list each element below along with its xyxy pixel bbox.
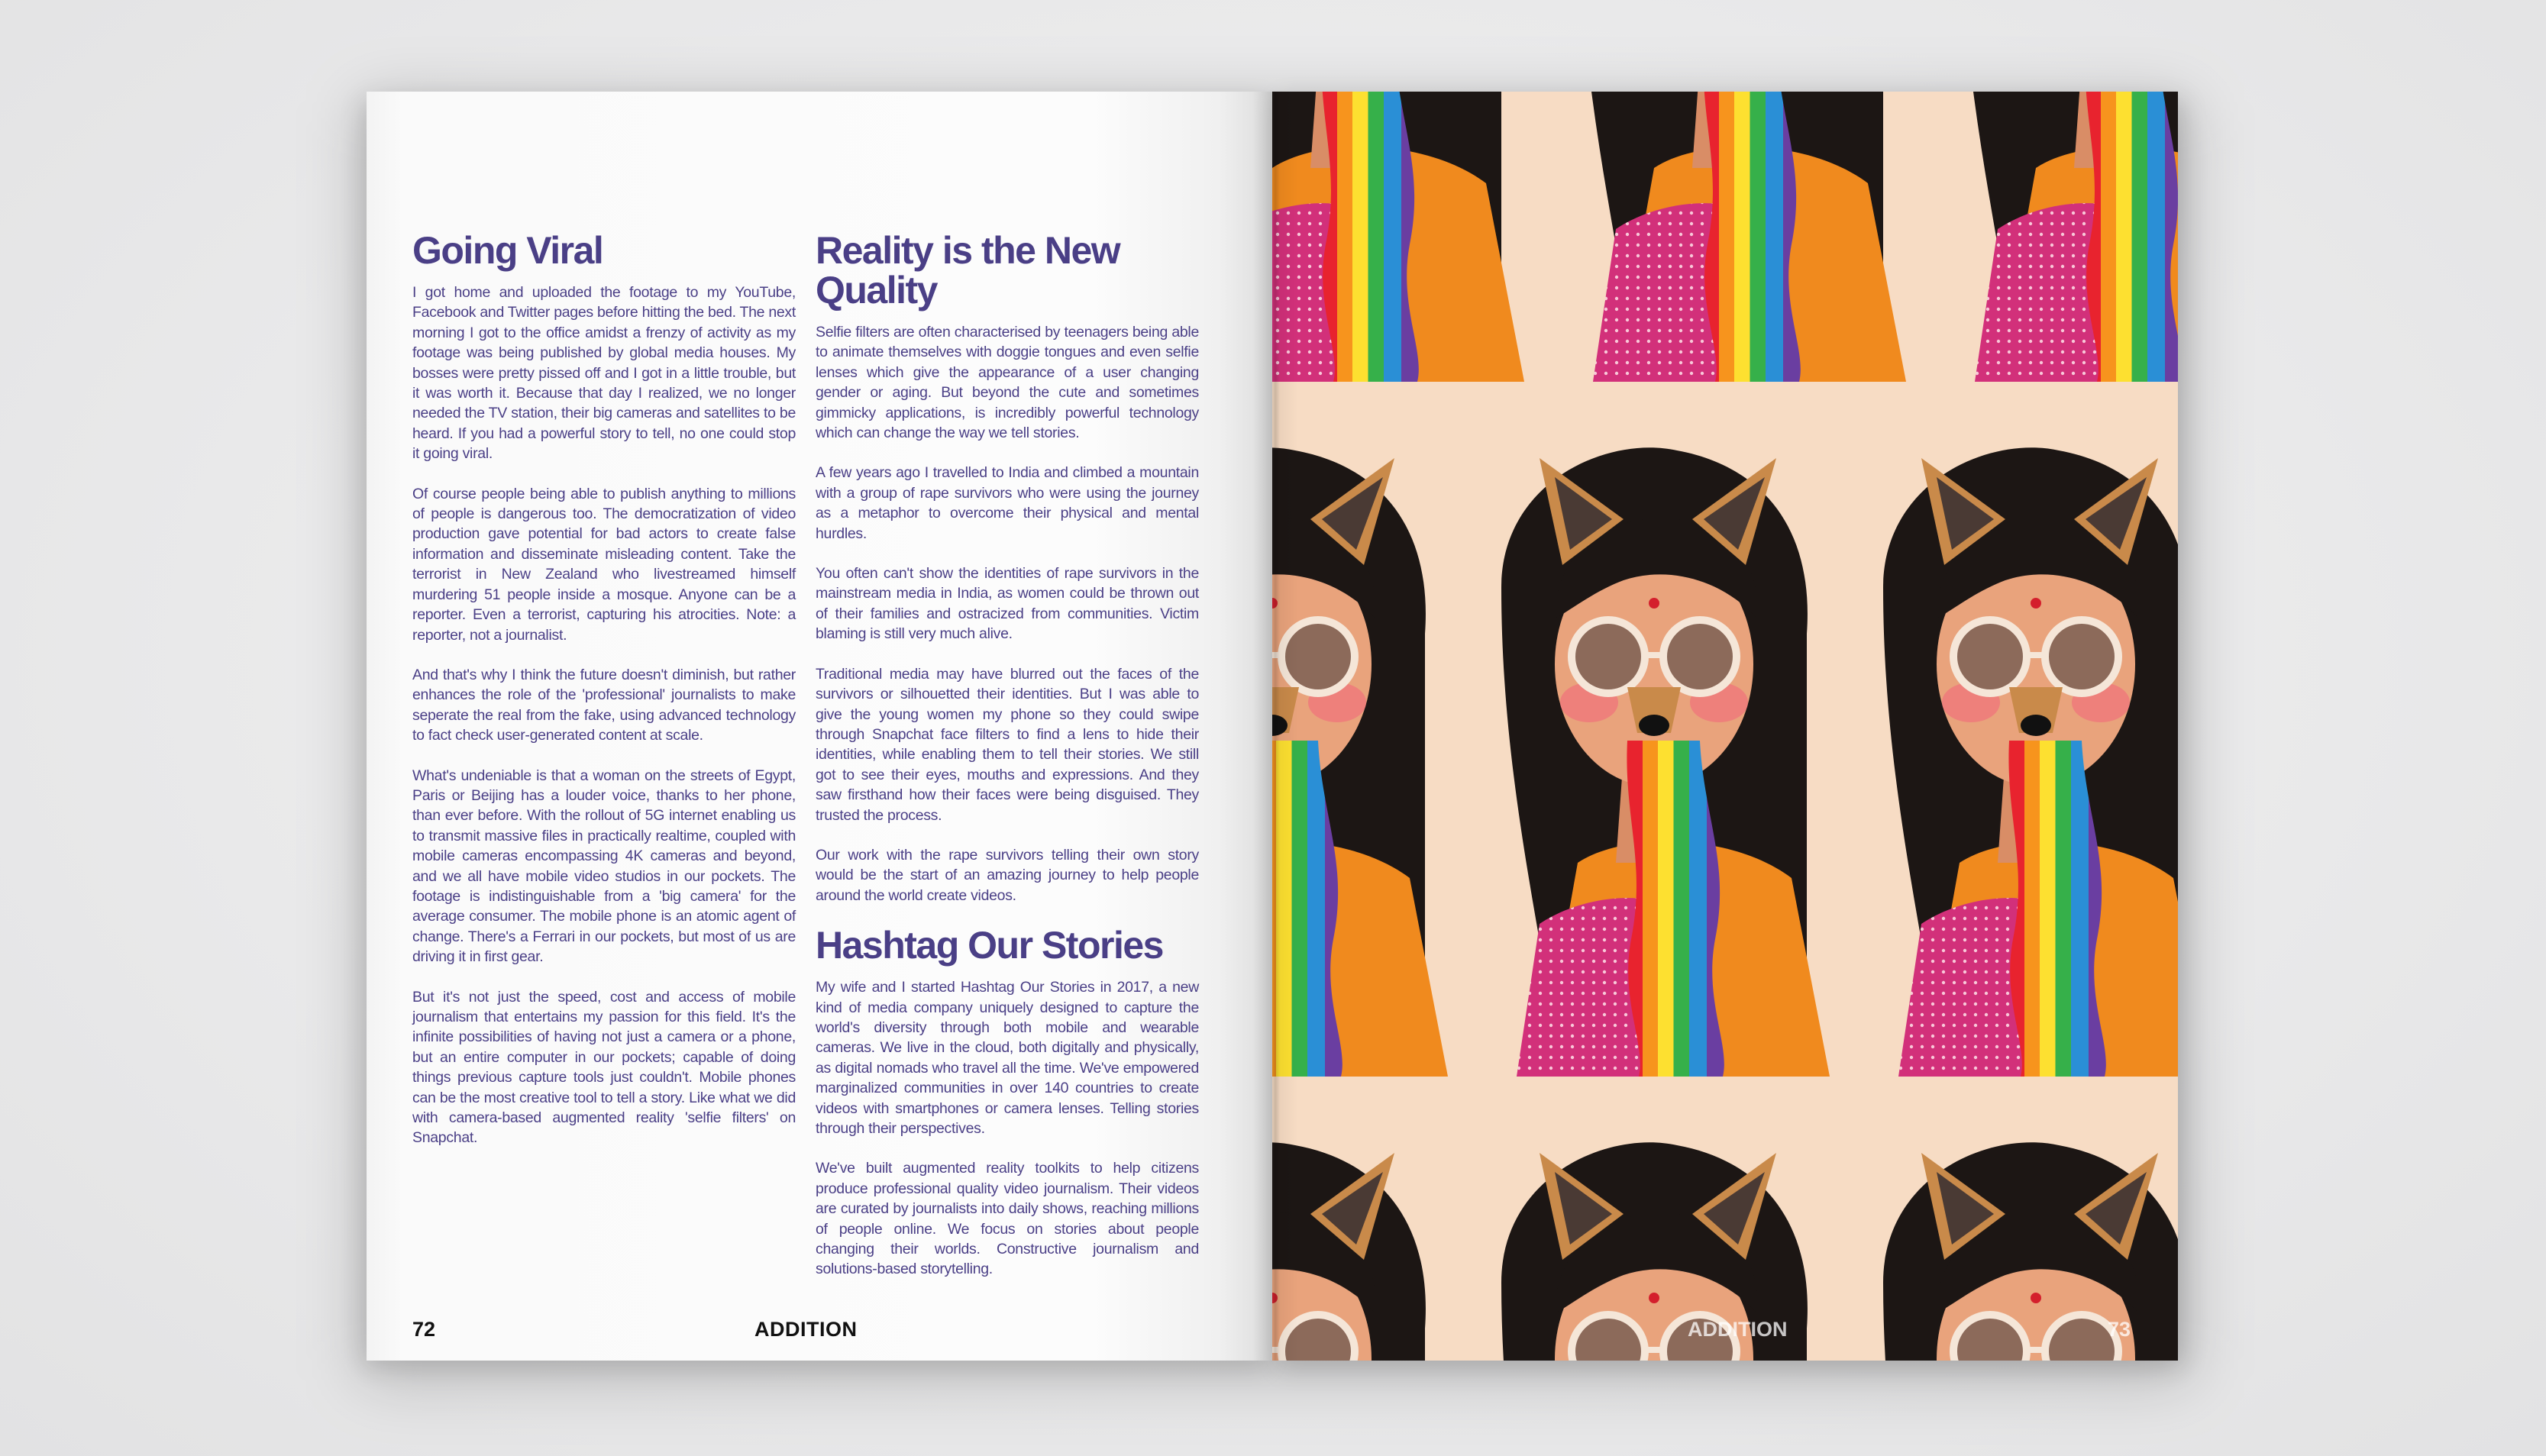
column-right [816,231,1199,1299]
heading-reality-quality: Reality is the New Quality [816,229,1120,312]
paragraph: But it's not just the speed, cost and access of mobile journalism that entertains my passion for this field. It's the infinite possibilities of having not just a camera or a phone, but an entire computer in our pockets; capable of doing things previous capture tools just couldn't. Mobile phones can be the most creative tool to tell a story. Like what we did with camera-based augmented reality 'selfie filters' on Snapchat. [412,988,796,1147]
paragraph: You often can't show the identities of rape survivors in the mainstream media in India, as women could be thrown out of their families and ostracized from communities. Victim blaming is still very much alive. [816,565,1199,643]
illustration-tile [1547,92,1929,382]
illustration-tile [1272,92,1547,382]
magazine-title-left: ADDITION [754,1318,858,1341]
heading-going-viral: Going Viral [412,229,603,272]
illustration-tile [1272,389,1471,1077]
paragraph: I got home and uploaded the footage to my YouTube, Facebook and Twitter pages before hitting the bed. The next morning I got to the office amidst a frenzy of activity as my footage was being published by global media houses. My bosses were pretty pissed off and I got in a little trouble, but it was worth it. Because that day I realized, we no longer needed the TV station, their big cameras and satellites to be heard. If you had a powerful story to tell, no one could stop it going viral. [412,284,796,463]
paragraph: Selfie filters are often characterised by teenagers being able to animate themselves with doggie tongues and even selfie lenses which give the appearance of a user changing gender or aging. But beyond the cute and sometimes gimmicky applications, is incredibly powerful technology which can change the way we tell stories. [816,324,1199,442]
paragraph: What's undeniable is that a woman on the streets of Egypt, Paris or Beijing has a louder voice, thanks to her phone, than ever before. With the rollout of 5G internet enabling us to transmit massive files in practically realtime, coupled with mobile cameras encompassing 4K cameras and beyond, and we all have mobile video studios in our pockets. The footage is indistinguishable from a 'big camera' for the average consumer. The mobile phone is an atomic agent of change. There's a Ferrari in our pockets, but most of us are driving it in first gear. [412,767,796,966]
illustration-tile [1471,1084,1853,1361]
illustration-tile [1929,92,2178,382]
paragraph: We've built augmented reality toolkits to help citizens produce professional quality video journalism. Their videos are curated by journalists into daily shows, reaching millions of people online. We focus on stories about people changing their worlds. Constructive journalism and solutions-based storytelling. [816,1160,1199,1278]
paragraph: My wife and I started Hashtag Our Stories in 2017, a new kind of media company uniquely designed to capture the world's diversity through both mobile and wearable cameras. We live in the cloud, both digitally and physically, as digital nomads who travel all the time. We've empowered marginalized communities in over 140 countries to create videos with smartphones or camera lenses. Telling stories through their perspectives. [816,979,1199,1137]
illustration-tile [1272,1084,1471,1361]
paragraph: Traditional media may have blurred out the faces of the survivors or silhouetted their identities. But I was able to give the young women my phone so they could swipe through Snapchat face filters to find a lens to hide their identities, while enabling them to tell their stories. We still got to see their eyes, mouths and expressions. And they saw firsthand how their faces were being disguised. They trusted the process. [816,665,1199,824]
paragraph: Of course people being able to publish anything to millions of people is dangerous too. The democratization of video production gave potential for bad actors to create false information and disseminate misleading content. Take the terrorist in New Zealand who livestreamed himself murdering 51 people inside a mosque. Anyone can be a reporter. Even a terrorist, capturing his atrocities. Note: a reporter, not a journalist. [412,485,796,644]
column-left [412,231,796,1168]
page-number-right: 73 [2108,1318,2131,1341]
illustration-tile [1471,389,1853,1077]
paragraph: And that's why I think the future doesn't diminish, but rather enhances the role of the 'professional' journalists to make seperate the real from the fake, using advanced technology to fact check user-generated content at scale. [412,666,796,744]
illustration-tile [1853,389,2178,1077]
paragraph: A few years ago I travelled to India and climbed a mountain with a group of rape survivors who were using the journey as a metaphor to overcome their physical and mental hurdles. [816,464,1199,542]
right-page-illustration [1272,92,2178,1361]
magazine-title-right: ADDITION [1688,1318,1788,1341]
paragraph: Our work with the rape survivors telling their own story would be the start of an amazing journey to help people around the world create videos. [816,846,1199,904]
left-page [367,92,1272,1361]
heading-hashtag-our-stories: Hashtag Our Stories [816,924,1163,967]
page-number-left: 72 [412,1318,436,1341]
